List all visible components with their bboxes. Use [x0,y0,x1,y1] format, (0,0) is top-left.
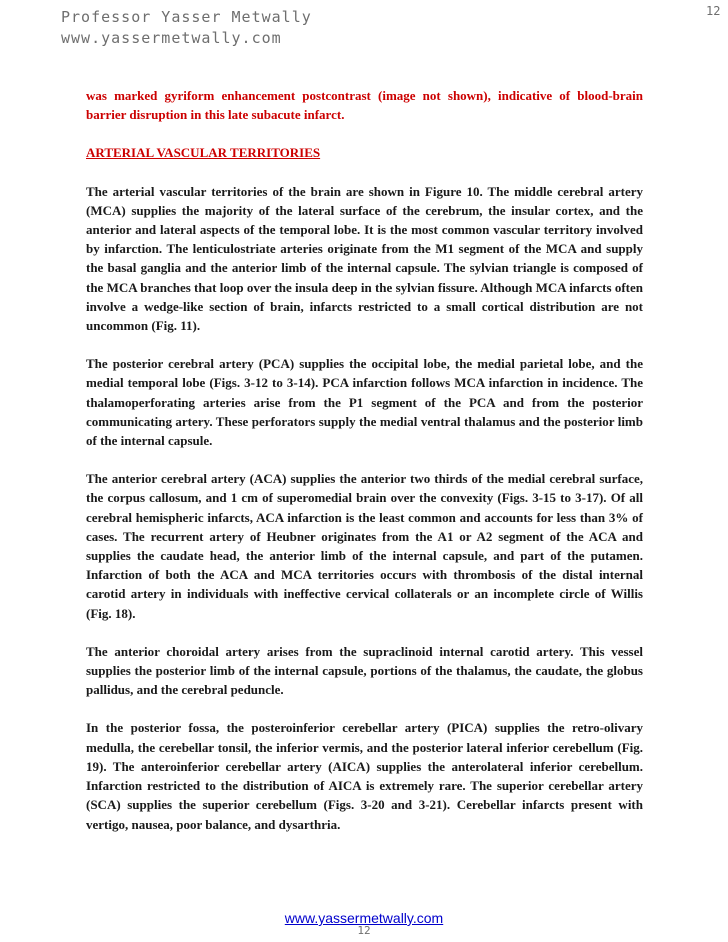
page-number-corner: 12 [706,4,721,18]
footer-page-number: 12 [357,924,371,937]
paragraph-pca: The posterior cerebral artery (PCA) supplies the occipital lobe, the medial parietal lobe, and the medial temporal lobe (Figs. 3-12 to 3-14). PCA infarction follows MCA infarction in incidence. The thalamoperforating arteries arise from the P1 segment of the PCA and from the posterior communicating artery. These perforators supply the medial ventral thalamus and the posterior limb of the internal capsule. [86,356,643,449]
header-author: Professor Yasser Metwally [61,8,312,26]
section-heading: ARTERIAL VASCULAR TERRITORIES [86,145,321,161]
paragraph-posterior-fossa: In the posterior fossa, the posteroinferior cerebellar artery (PICA) supplies the retro-olivary medulla, the cerebellar tonsil, the inferior vermis, and the posterior lateral inferior cerebellum (Fig. 19). The anteroinferior cerebellar artery (AICA) supplies the anterolateral inferior cerebellum. Infarction restricted to the distribution of AICA is extremely rare. The superior cerebellar artery (SCA) supplies the superior cerebellum (Figs. 3-20 and 3-21). Cerebellar infarcts present with vertigo, nausea, poor balance, and dysarthria. [86,720,643,832]
header-site-url: www.yassermetwally.com [61,29,282,47]
document-body [86,86,643,853]
intro-paragraph: was marked gyriform enhancement postcontrast (image not shown), indicative of blood-brain barrier disruption in this late subacute infarct. [86,88,643,123]
paragraph-aca: The anterior cerebral artery (ACA) supplies the anterior two thirds of the medial cerebral surface, the corpus callosum, and 1 cm of superomedial brain over the convexity (Figs. 3-15 to 3-17). Of all cerebral hemispheric infarcts, ACA infarction is the least common and accounts for less than 3% of cases. The recurrent artery of Heubner originates from the A1 or A2 segment of the ACA and supplies the caudate head, the anterior limb of the internal capsule, and part of the putamen. Infarction of both the ACA and MCA territories occurs with thrombosis of the distal internal carotid artery in individuals with ineffective cervical collaterals or an incomplete circle of Willis (Fig. 18). [86,471,643,621]
paragraph-mca: The arterial vascular territories of the brain are shown in Figure 10. The middle cerebral artery (MCA) supplies the majority of the lateral surface of the cerebrum, the insular cortex, and the anterior and lateral aspects of the temporal lobe. It is the most common vascular territory involved by infarction. The lenticulostriate arteries originate from the M1 segment of the MCA and supply the basal ganglia and the anterior limb of the internal capsule. The sylvian triangle is composed of the MCA branches that loop over the insula deep in the sylvian fissure. Although MCA infarcts often involve a wedge-like section of brain, infarcts restricted to a small cortical distribution are not uncommon (Fig. 11). [86,183,643,334]
paragraph-anterior-choroidal: The anterior choroidal artery arises from the supraclinoid internal carotid artery. This vessel supplies the posterior limb of the internal capsule, portions of the thalamus, the caudate, the globus pallidus, and the cerebral peduncle. [86,643,643,698]
footer-link[interactable]: www.yassermetwally.com [284,910,444,926]
